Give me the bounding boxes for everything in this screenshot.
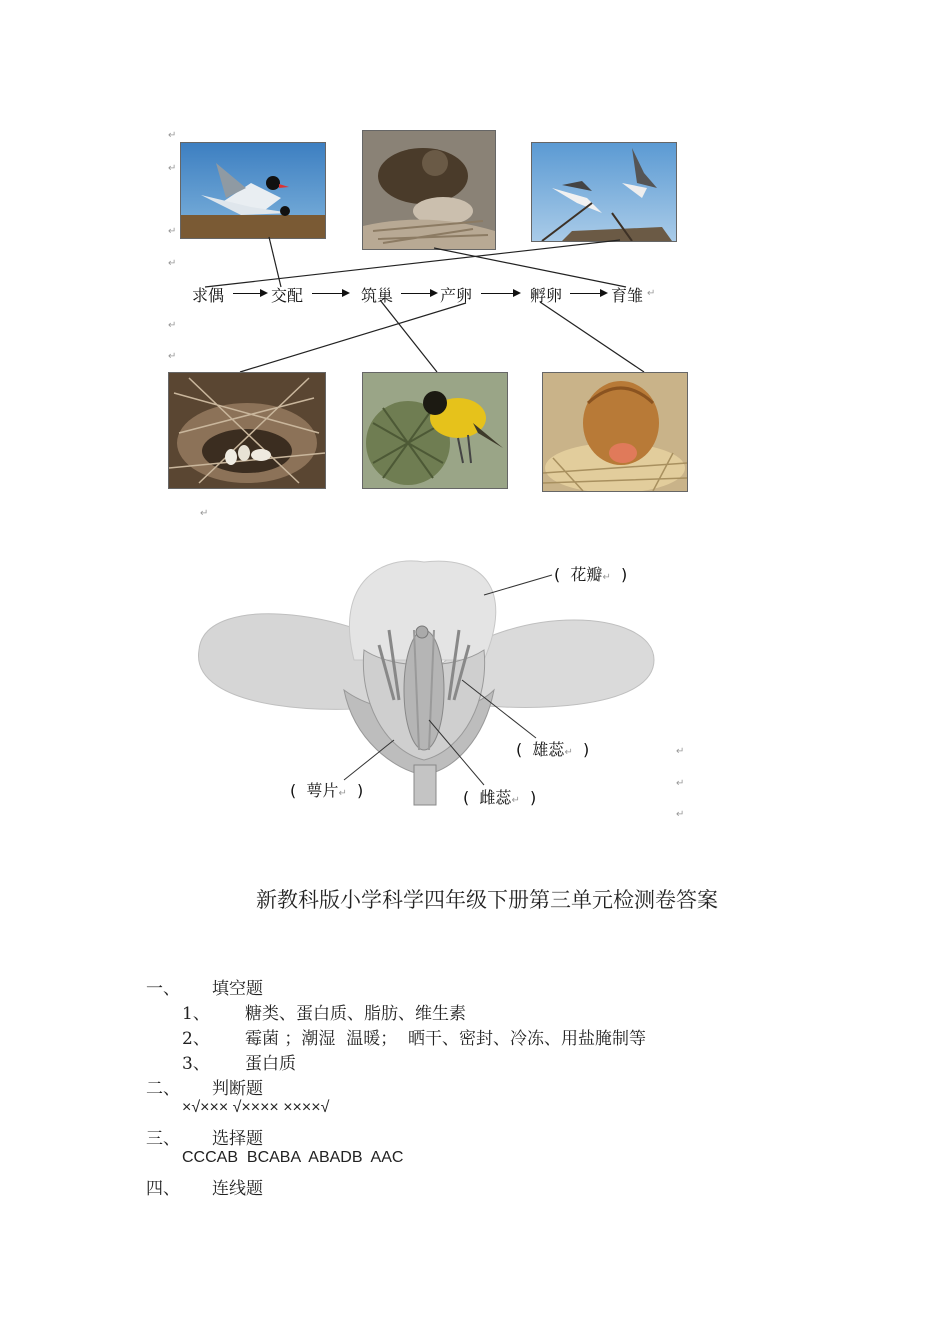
flow-step-incubating: 孵卵 <box>530 286 563 305</box>
stamen-label: 雄蕊 <box>532 740 565 759</box>
paragraph-mark: ↵ <box>676 778 685 789</box>
fill-answer-3: 蛋白质 <box>245 1054 296 1074</box>
flow-step-mating: 交配 <box>271 286 304 305</box>
item-number: 1、 <box>182 1004 210 1024</box>
flow-arrow <box>312 293 348 294</box>
bracket-close: ) <box>530 788 537 807</box>
paragraph-mark: ↵ <box>168 258 177 269</box>
bracket-close: ) <box>357 781 364 800</box>
section-heading-multiple-choice: 选择题 <box>212 1129 263 1149</box>
bracket-close: ) <box>621 565 628 584</box>
bracket-open: ( <box>516 740 523 759</box>
paragraph-mark: ↵ <box>168 163 177 174</box>
flow-step-nesting: 筑巢 <box>361 286 394 305</box>
item-number: 2、 <box>182 1029 210 1049</box>
paragraph-mark: ↵ <box>168 351 177 362</box>
paragraph-mark: ↵ <box>200 508 209 519</box>
bracket-close: ) <box>583 740 590 759</box>
flow-step-courtship: 求偶 <box>192 286 225 305</box>
section-number: 一、 <box>146 979 180 999</box>
paragraph-mark: ↵ <box>168 226 177 237</box>
flow-step-laying: 产卵 <box>440 286 473 305</box>
flower-label-pistil: ( 雌蕊↵ ) <box>463 788 537 807</box>
flow-arrow <box>481 293 519 294</box>
nest-with-eggs-photo <box>168 372 326 489</box>
fill-answer-1: 糖类、蛋白质、脂肪、维生素 <box>245 1004 466 1024</box>
multiple-choice-answers: CCCAB BCABA ABADB AAC <box>182 1149 404 1166</box>
paragraph-mark: ↵ <box>647 288 656 299</box>
hen-brooding-photo <box>542 372 688 492</box>
bracket-open: ( <box>290 781 297 800</box>
weaver-building-nest-photo <box>362 372 508 489</box>
flow-step-rearing: 育雏 <box>611 286 644 305</box>
flower-label-sepal: ( 萼片↵ ) <box>290 781 364 800</box>
petal-label: 花瓣 <box>570 565 603 584</box>
pistil-label: 雌蕊 <box>479 788 512 807</box>
section-number: 二、 <box>146 1079 180 1099</box>
flower-structure-diagram <box>184 550 664 810</box>
section-number: 三、 <box>146 1129 180 1149</box>
flow-arrow <box>570 293 606 294</box>
flower-label-petal: ( 花瓣↵ ) <box>554 565 628 584</box>
flower-label-stamen: ( 雄蕊↵ ) <box>516 740 590 759</box>
paragraph-mark: ↵ <box>168 130 177 141</box>
bracket-open: ( <box>554 565 561 584</box>
fill-answer-2: 霉菌 ；潮湿 温暖； 晒干、密封、冷冻、用盐腌制等 <box>245 1029 647 1049</box>
item-number: 3、 <box>182 1054 210 1074</box>
section-heading-true-false: 判断题 <box>212 1079 263 1099</box>
section-heading-fill-in: 填空题 <box>212 979 263 999</box>
section-number: 四、 <box>146 1179 180 1199</box>
true-false-answers: ×√××× √×××× ××××√ <box>182 1099 330 1116</box>
paragraph-mark: ↵ <box>168 320 177 331</box>
sepal-label: 萼片 <box>306 781 339 800</box>
paragraph-mark: ↵ <box>676 746 685 757</box>
section-heading-matching: 连线题 <box>212 1179 263 1199</box>
flow-arrow <box>401 293 436 294</box>
document-title: 新教科版小学科学四年级下册第三单元检测卷答案 <box>256 888 718 912</box>
paragraph-mark: ↵ <box>676 809 685 820</box>
bracket-open: ( <box>463 788 470 807</box>
flow-arrow <box>233 293 266 294</box>
